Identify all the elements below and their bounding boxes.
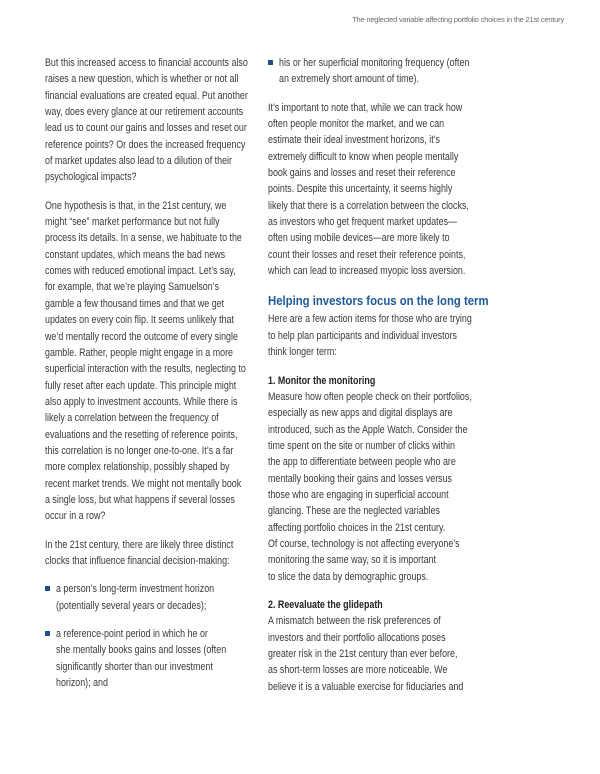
- text-line: Of course, technology is not affecting everyone’s: [268, 537, 460, 550]
- text-line: especially as new apps and digital displays are: [268, 407, 453, 420]
- text-line: as investors who get frequent market updates—: [268, 216, 457, 229]
- text-line: for example, that we’re playing Samuelson’s: [45, 281, 219, 294]
- text-line: estimate their ideal investment horizons, it’s: [268, 134, 440, 147]
- text-line: raises a new question, which is whether or not all: [45, 73, 239, 86]
- paragraph: [45, 198, 275, 525]
- text-line: more complex relationship, possibly shaped by: [45, 461, 230, 474]
- text-line: significantly shorter than our investment: [56, 660, 213, 673]
- text-line: A mismatch between the risk preferences of: [268, 615, 441, 628]
- text-line: as short-term losses are more noticeable. We: [268, 664, 448, 677]
- text-line: process its details. In a sense, we habituate to the: [45, 232, 242, 245]
- text-line: time spent on the site or number of clicks within: [268, 439, 455, 452]
- text-line: might “see” market performance but not fully: [45, 216, 220, 229]
- text-line: In the 21st century, there are likely three distinct: [45, 538, 234, 551]
- action-item-title: 1. Monitor the monitoring: [268, 374, 376, 387]
- text-line: points. Despite this uncertainty, it seems highly: [268, 183, 453, 196]
- text-line: constant updates, which means the bad news: [45, 248, 226, 261]
- running-head: The neglected variable affecting portfolio choices in the 21st century: [352, 15, 564, 24]
- action-item-2: [268, 597, 498, 695]
- action-item-title: 2. Reevaluate the glidepath: [268, 598, 383, 611]
- paragraph: [45, 537, 275, 570]
- text-line: this correlation is no longer one-to-one. It’s a far: [45, 444, 234, 457]
- bullet-item: [45, 626, 275, 691]
- text-line: mentally booking their gains and losses versus: [268, 472, 453, 485]
- text-line: gamble. Rather, people might engage in a more: [45, 346, 233, 359]
- text-line: introduced, such as the Apple Watch. Consider the: [268, 423, 468, 436]
- text-line: superficial interaction with the results, neglecting to: [45, 363, 246, 376]
- text-line: a single loss, but what happens if several losses: [45, 493, 235, 506]
- text-line: an extremely short amount of time).: [279, 73, 419, 86]
- text-line: way, does every glance at our retirement accounts: [45, 106, 244, 119]
- paragraph: [268, 311, 498, 360]
- text-line: extremely difficult to know when people mentally: [268, 150, 459, 163]
- square-bullet-icon: [45, 631, 50, 636]
- text-line: investors and their portfolio allocations poses: [268, 631, 446, 644]
- text-line: horizon); and: [56, 677, 108, 690]
- text-line: also apply to investment accounts. While there is: [45, 395, 238, 408]
- text-line: greater risk in the 21st century than ever before,: [268, 648, 458, 660]
- text-line: lead us to count our gains and losses and reset our: [45, 122, 247, 135]
- text-line: affecting portfolio choices in the 21st century.: [268, 521, 446, 534]
- text-line: to help plan participants and individual investors: [268, 329, 457, 342]
- text-line: which can lead to increased myopic loss aversion.: [268, 265, 466, 278]
- bullet-item: [268, 55, 498, 88]
- text-line: glancing. These are the neglected variables: [268, 505, 441, 518]
- text-line: financial evaluations are created equal. Put another: [45, 89, 248, 102]
- text-line: evaluations and the resetting of reference points,: [45, 428, 238, 441]
- text-line: count their losses and reset their reference points,: [268, 248, 466, 261]
- text-line: Measure how often people check on their portfolios,: [268, 390, 472, 403]
- text-line: we’d mentally record the outcome of every single: [45, 330, 238, 343]
- action-item-1: [268, 373, 498, 585]
- section-heading: Helping investors focus on the long term: [268, 293, 489, 309]
- text-line: a person’s long-term investment horizon: [56, 583, 215, 596]
- square-bullet-icon: [45, 586, 50, 591]
- text-line: But this increased access to financial accounts also: [45, 57, 248, 69]
- paragraph: [268, 100, 498, 280]
- square-bullet-icon: [268, 60, 273, 65]
- text-line: It’s important to note that, while we can track how: [268, 101, 463, 114]
- text-line: the app to differentiate between people who are: [268, 456, 456, 469]
- text-line: often using mobile devices—are more likely to: [268, 232, 450, 245]
- text-line: those who are engaging in superficial account: [268, 488, 449, 501]
- bullet-item: [45, 581, 275, 614]
- text-line: clocks that influence financial decision-making:: [45, 554, 230, 567]
- text-line: his or her superficial monitoring frequency (often: [279, 57, 470, 69]
- text-line: to slice the data by demographic groups.: [268, 570, 429, 583]
- text-line: gamble a few thousand times and that we get: [45, 297, 225, 310]
- text-line: occur in a row?: [45, 510, 106, 523]
- text-line: psychological impacts?: [45, 171, 137, 184]
- text-line: likely that there is a correlation between the clocks,: [268, 199, 469, 212]
- text-line: of market updates also lead to a dilution of their: [45, 155, 232, 168]
- text-line: One hypothesis is that, in the 21st century, we: [45, 199, 227, 212]
- text-line: she mentally books gains and losses (often: [56, 644, 227, 657]
- text-line: often people monitor the market, and we can: [268, 118, 445, 131]
- text-line: book gains and losses and reset their reference: [268, 167, 456, 180]
- text-line: updates on every coin flip. It seems unlikely that: [45, 314, 234, 327]
- left-column: [45, 55, 275, 703]
- text-line: comes with reduced emotional impact. Let’s say,: [45, 265, 236, 278]
- text-line: think longer term:: [268, 346, 337, 359]
- text-line: fully reset after each update. This principle might: [45, 379, 237, 392]
- paragraph: [45, 55, 275, 186]
- text-line: believe it is a valuable exercise for fiduciaries and: [268, 680, 464, 693]
- text-line: likely a correlation between the frequency of: [45, 412, 219, 425]
- right-column: [268, 55, 498, 707]
- text-line: monitoring the same way, so it is important: [268, 554, 436, 567]
- text-line: reference points? Or does the increased frequency: [45, 138, 246, 151]
- text-line: Here are a few action items for those who are trying: [268, 313, 472, 326]
- text-line: a reference-point period in which he or: [56, 628, 208, 640]
- text-line: (potentially several years or decades);: [56, 599, 207, 612]
- text-line: recent market trends. We might not mentally book: [45, 477, 242, 490]
